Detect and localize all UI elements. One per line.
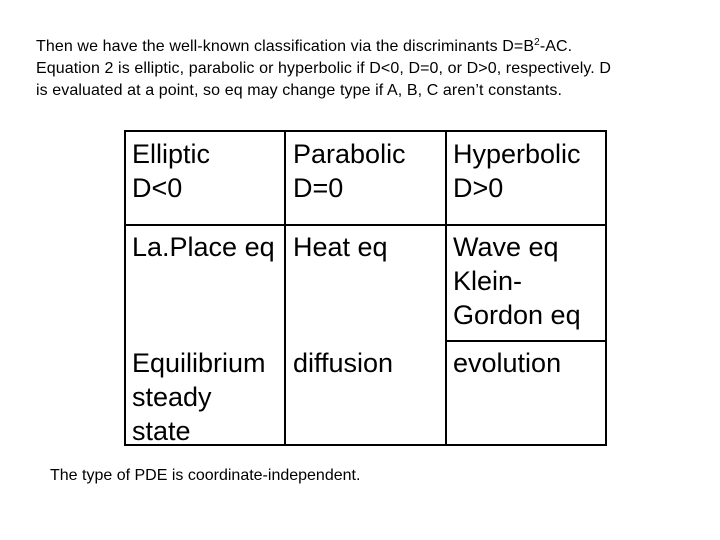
header-elliptic bbox=[132, 137, 210, 205]
footnote: The type of PDE is coordinate-independent. bbox=[50, 467, 361, 484]
elliptic-description-2: steady bbox=[132, 382, 212, 412]
table-header-divider bbox=[124, 224, 607, 226]
parabolic-condition: D=0 bbox=[293, 173, 344, 203]
hyperbolic-equation-2: Klein- bbox=[453, 266, 523, 296]
table-column-divider-1 bbox=[284, 130, 286, 446]
table-hyperbolic-row-divider bbox=[445, 340, 607, 342]
elliptic-description-3: state bbox=[132, 416, 191, 446]
table-top-border bbox=[124, 130, 607, 132]
parabolic-description: diffusion bbox=[293, 348, 394, 378]
table-left-border bbox=[124, 130, 126, 446]
intro-line-3: is evaluated at a point, so eq may change type if A, B, C aren’t constants. bbox=[36, 82, 563, 99]
table-right-border bbox=[605, 130, 607, 446]
elliptic-condition: D<0 bbox=[132, 173, 183, 203]
hyperbolic-condition: D>0 bbox=[453, 173, 504, 203]
elliptic-label: Elliptic bbox=[132, 139, 211, 169]
elliptic-description bbox=[132, 346, 266, 448]
intro-line-1-text: Then we have the well-known classification via the discriminants D=B bbox=[36, 38, 535, 55]
hyperbolic-equation-1: Wave eq bbox=[453, 232, 559, 262]
parabolic-label: Parabolic bbox=[293, 139, 406, 169]
parabolic-equation: Heat eq bbox=[293, 232, 388, 262]
intro-line-1-tail: -AC. bbox=[539, 38, 573, 55]
intro-paragraph bbox=[36, 36, 696, 102]
hyperbolic-label: Hyperbolic bbox=[453, 139, 581, 169]
hyperbolic-description: evolution bbox=[453, 348, 562, 378]
hyperbolic-equation-3: Gordon eq bbox=[453, 300, 581, 330]
intro-line-2: Equation 2 is elliptic, parabolic or hyperbolic if D<0, D=0, or D>0, respectively. D bbox=[36, 60, 612, 77]
intro-line-1 bbox=[36, 36, 696, 58]
table-column-divider-2 bbox=[445, 130, 447, 446]
superscript-two: 2 bbox=[534, 37, 540, 48]
header-hyperbolic bbox=[453, 137, 581, 205]
elliptic-description-1: Equilibrium bbox=[132, 348, 266, 378]
header-parabolic bbox=[293, 137, 406, 205]
elliptic-equation: La.Place eq bbox=[132, 232, 275, 262]
hyperbolic-equations bbox=[453, 230, 581, 332]
